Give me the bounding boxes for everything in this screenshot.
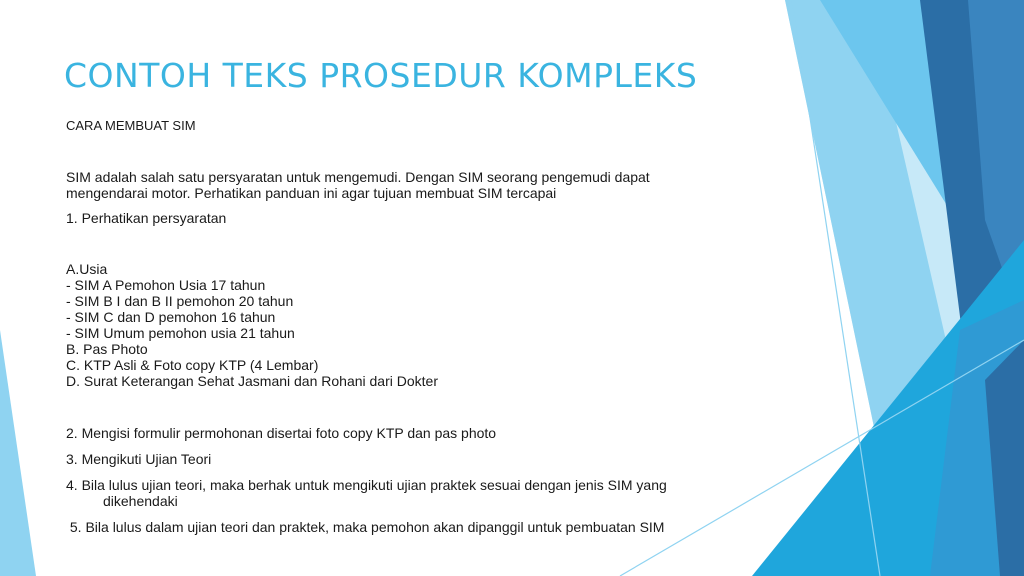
- step-5: 5. Bila lulus dalam ujian teori dan praktek, maka pemohon akan dipanggil untuk pembuatan SIM: [66, 519, 665, 535]
- step-4-line-1: 4. Bila lulus ujian teori, maka berhak untuk mengikuti ujian praktek sesuai dengan jenis SIM yang: [66, 477, 667, 493]
- step-1: 1. Perhatikan persyaratan: [66, 210, 227, 226]
- requirement-b: B. Pas Photo: [66, 341, 148, 357]
- intro-line-1: SIM adalah salah satu persyaratan untuk mengemudi. Dengan SIM seorang pengemudi dapat: [66, 169, 650, 185]
- step-2: 2. Mengisi formulir permohonan disertai foto copy KTP dan pas photo: [66, 425, 497, 441]
- requirement-a: A.Usia: [66, 261, 108, 277]
- slide-title: CONTOH TEKS PROSEDUR KOMPLEKS: [64, 56, 698, 95]
- slide-content: [66, 118, 756, 535]
- requirement-c: C. KTP Asli & Foto copy KTP (4 Lembar): [66, 357, 319, 373]
- intro-line-2: mengendarai motor. Perhatikan panduan ini agar tujuan membuat SIM tercapai: [66, 185, 557, 201]
- requirement-a-item-2: - SIM B I dan B II pemohon 20 tahun: [66, 293, 294, 309]
- requirement-a-item-1: - SIM A Pemohon Usia 17 tahun: [66, 277, 266, 293]
- left-edge-triangle: [0, 330, 36, 576]
- subtitle: CARA MEMBUAT SIM: [66, 118, 196, 133]
- step-4-line-2: dikehendaki: [103, 493, 178, 509]
- requirement-a-item-3: - SIM C dan D pemohon 16 tahun: [66, 309, 276, 325]
- requirement-a-item-4: - SIM Umum pemohon usia 21 tahun: [66, 325, 295, 341]
- step-3: 3. Mengikuti Ujian Teori: [66, 451, 212, 467]
- requirement-d: D. Surat Keterangan Sehat Jasmani dan Rohani dari Dokter: [66, 373, 438, 389]
